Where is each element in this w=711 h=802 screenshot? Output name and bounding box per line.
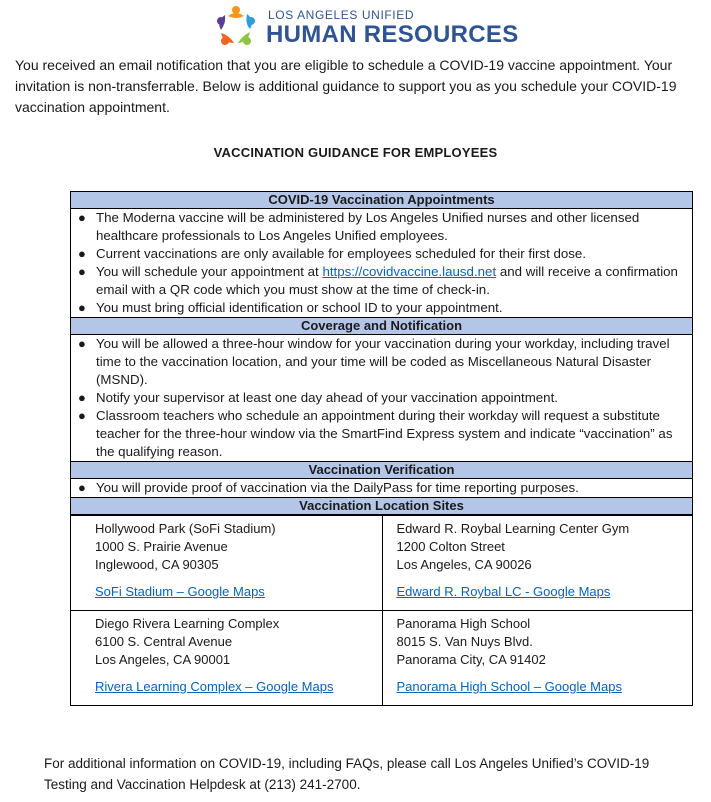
site-street: 1200 Colton Street — [396, 539, 505, 554]
map-link-sofi[interactable]: SoFi Stadium – Google Maps — [95, 584, 265, 599]
list-item: ● You will schedule your appointment at https://covidvaccine.lausd.net and will receive a confirmation email with a QR code which you must show at the time of check-in. — [78, 264, 678, 297]
map-link-roybal[interactable]: Edward R. Roybal LC - Google Maps — [396, 584, 611, 599]
bullet-icon: ● — [78, 264, 86, 279]
header — [0, 0, 711, 52]
intro-paragraph: You received an email notification that you are eligible to schedule a COVID-19 vaccine appointment. Your invitation is non-transferrable. Below is additional guidance to support you as you schedule your COVID-19 vaccination appointment. — [15, 57, 677, 115]
coverage-list — [71, 335, 692, 461]
list-item: ● Notify your supervisor at least one day ahead of your vaccination appointment. — [78, 390, 558, 405]
list-item: ● You will provide proof of vaccination via the DailyPass for time reporting purposes. — [78, 480, 579, 495]
bullet-icon: ● — [78, 246, 86, 261]
bullet-icon: ● — [78, 210, 86, 225]
bullet-icon: ● — [78, 300, 86, 315]
bullet-icon: ● — [78, 480, 86, 495]
site-name: Diego Rivera Learning Complex — [95, 616, 280, 631]
section-heading-verification: Vaccination Verification — [71, 461, 692, 479]
bullet-icon: ● — [78, 408, 86, 423]
lausd-logo-icon — [214, 4, 258, 48]
site-street: 1000 S. Prairie Avenue — [95, 539, 228, 554]
site-city: Inglewood, CA 90305 — [95, 557, 219, 572]
list-item: ● Current vaccinations are only available for employees scheduled for their first dose. — [78, 246, 587, 261]
appointments-list — [71, 209, 692, 317]
location-row — [71, 610, 692, 705]
org-name-large: HUMAN RESOURCES — [266, 21, 519, 48]
guidance-table — [70, 191, 693, 706]
bullet-icon: ● — [78, 390, 86, 405]
verification-list — [71, 479, 692, 497]
site-name: Panorama High School — [396, 616, 531, 631]
location-row — [71, 515, 692, 610]
site-city: Los Angeles, CA 90001 — [95, 652, 231, 667]
site-street: 8015 S. Van Nuys Blvd. — [396, 634, 533, 649]
bullet-icon: ● — [78, 336, 86, 351]
site-city: Los Angeles, CA 90026 — [396, 557, 532, 572]
location-cell — [71, 611, 382, 705]
location-cell — [382, 516, 693, 610]
site-street: 6100 S. Central Avenue — [95, 634, 233, 649]
list-item: ● You must bring official identification or school ID to your appointment. — [78, 300, 503, 315]
site-city: Panorama City, CA 91402 — [396, 652, 546, 667]
footer-note: For additional information on COVID-19, including FAQs, please call Los Angeles Unified’s COVID-19 Testing and Vaccination Helpdesk at (213) 241-2700. — [44, 756, 650, 792]
list-item: ● The Moderna vaccine will be administered by Los Angeles Unified nurses and other licensed healthcare professionals to Los Angeles Unified employees. — [78, 210, 640, 243]
section-heading-locations: Vaccination Location Sites — [71, 497, 692, 515]
map-link-panorama[interactable]: Panorama High School – Google Maps — [396, 679, 622, 694]
site-name: Edward R. Roybal Learning Center Gym — [396, 521, 630, 536]
location-cell — [382, 611, 693, 705]
location-cell — [71, 516, 382, 610]
covidvaccine-link[interactable]: https://covidvaccine.lausd.net — [322, 264, 497, 279]
list-item: ● You will be allowed a three-hour window for your vaccination during your workday, including travel time to the vaccination location, and your time will be coded as Miscellaneous Natural Disaster (MSND). — [78, 336, 670, 387]
document-title: VACCINATION GUIDANCE FOR EMPLOYEES — [213, 145, 498, 160]
site-name: Hollywood Park (SoFi Stadium) — [95, 521, 276, 536]
org-name-small: LOS ANGELES UNIFIED — [268, 8, 415, 22]
list-item: ● Classroom teachers who schedule an appointment during their workday will request a substitute teacher for the three-hour window via the SmartFind Express system and indicate “vaccination” as the qualifying reason. — [78, 408, 673, 459]
map-link-rivera[interactable]: Rivera Learning Complex – Google Maps — [95, 679, 334, 694]
section-heading-appointments: COVID-19 Vaccination Appointments — [71, 192, 692, 209]
section-heading-coverage: Coverage and Notification — [71, 317, 692, 335]
